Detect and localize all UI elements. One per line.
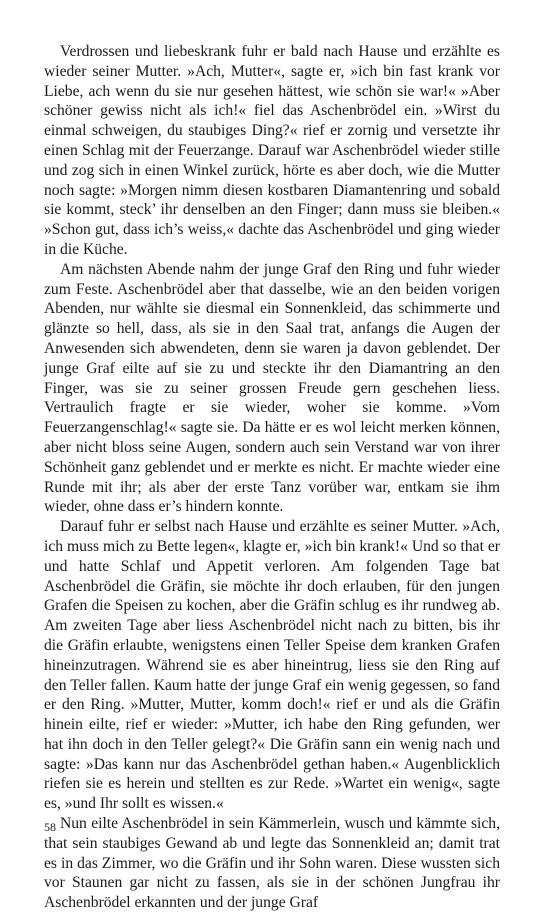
page-body (44, 42, 500, 913)
paragraph-1: Verdrossen und liebeskrank fuhr er bald nach Hause und erzählte es wieder seiner Mutter. »Ach, Mutter«, sagte er, »ich bin fast krank vor Liebe, ach wenn du sie nur gesehen hättest, wie schön sie war!« »Aber schöner gewiss nicht als ich!« fiel das Aschenbrödel ein. »Wirst du einmal schweigen, du staubiges Ding?« rief er zornig und versetzte ihr einen Schlag mit der Feuerzange. Darauf war Aschenbrödel wieder stille und zog sich in einen Winkel zurück, hörte es aber doch, wie die Mutter noch sagte: »Morgen nimm diesen kostbaren Diamantenring und sobald sie kommt, steck’ ihr denselben an den Finger; dann muss sie bleiben.« »Schon gut, dass ich’s weiss,« dachte das Aschenbrödel und ging wieder in die Küche. (44, 43, 500, 258)
paragraph-3: Darauf fuhr er selbst nach Hause und erzählte es seiner Mutter. »Ach, ich muss mich zu Bette legen«, klagte er, »ich bin krank!« Und so that er und hatte Schlaf und Appetit verloren. Am folgenden Tage bat Aschenbrödel die Gräfin, sie möchte ihr doch erlauben, für den jungen Grafen die Speisen zu kochen, aber die Gräfin schlug es ihr rundweg ab. Am zweiten Tage aber liess Aschenbrödel nicht nach zu bitten, bis ihr die Gräfin erlaubte, wenigstens einen Teller Speise dem kranken Grafen hineinzutragen. Während sie es aber hineintrug, liess sie den Ring auf den Teller fallen. Kaum hatte der junge Graf ein wenig gegessen, so fand er den Ring. »Mutter, Mutter, komm doch!« rief er und als die Gräfin hinein eilte, rief er wieder: »Mutter, ich habe den Ring gefunden, wer hat ihn doch in den Teller gelegt?« Die Gräfin sann ein wenig nach und sagte: »Das kann nur das Aschenbrödel gethan haben.« Augenblicklich riefen sie es herein und stellten es zur Rede. »Wartet ein wenig«, sagte es, »und Ihr sollt es wissen.« (44, 518, 500, 813)
paragraph-2: Am nächsten Abende nahm der junge Graf den Ring und fuhr wieder zum Feste. Aschenbrödel aber that dasselbe, wie an den beiden vorigen Abenden, nur wählte sie diesmal ein Sonnenkleid, das schimmerte und glänzte so hell, dass, als sie in den Saal trat, anfangs die Augen der Anwesenden sich abwendeten, denn sie waren ja davon geblendet. Der junge Graf eilte auf sie zu und steckte ihr den Diamantring an den Finger, was sie zu seiner grossen Freude gern geschehen liess. Vertraulich fragte er sie wieder, woher sie komme. »Vom Feuerzangenschlag!« sagte sie. Da hätte er es wol leicht merken können, aber nicht bloss seine Augen, sondern auch sein Verstand war von ihrer Schönheit ganz geblendet und er merkte es nicht. Er machte wieder eine Runde mit ihr; als aber der erste Tanz vorüber war, entkam sie ihm wieder, ohne dass er’s hindern konnte. (44, 260, 500, 516)
paragraph-4: Nun eilte Aschenbrödel in sein Kämmerlein, wusch und kämmte sich, that sein staubiges Gewand ab und legte das Sonnenkleid an; damit trat es in das Zimmer, wo die Gräfin und ihr Sohn waren. Diese wussten sich vor Staunen gar nicht zu fassen, als sie in der schönen Jungfrau ihr Aschenbrödel erkannten und der junge Graf (44, 815, 500, 912)
page-number: 58 (44, 820, 56, 834)
